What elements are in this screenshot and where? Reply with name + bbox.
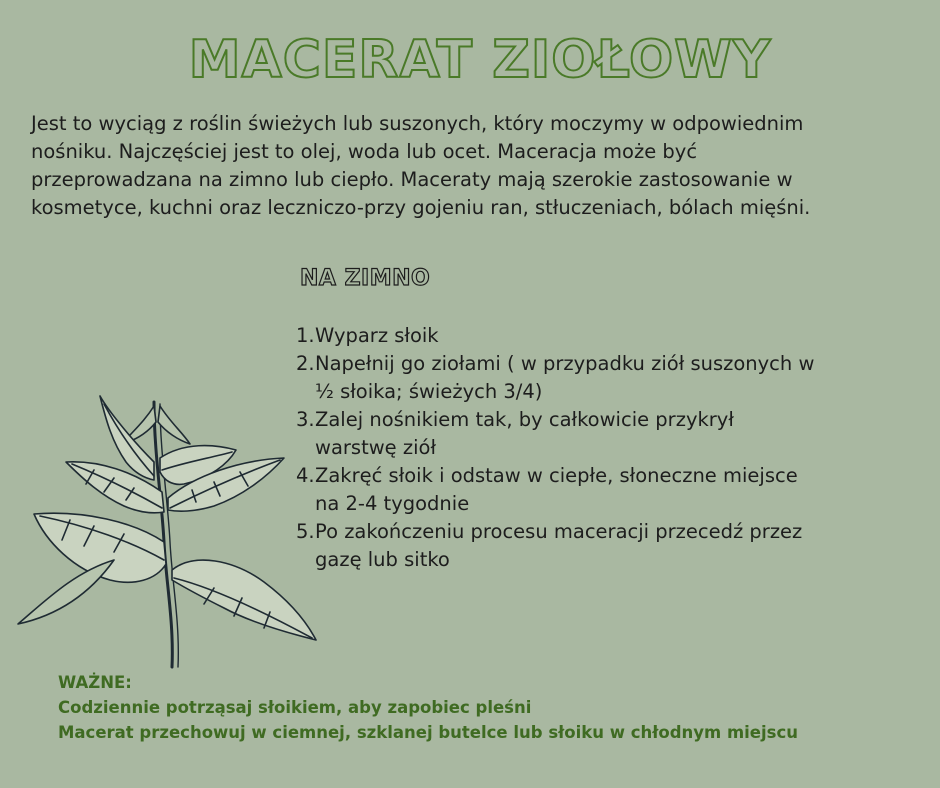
page-title: MACERAT ZIOŁOWY [188,30,772,90]
step-text: Zalej nośnikiem tak, by całkowicie przykrył warstwę ziół [315,408,734,459]
steps-list [296,322,816,574]
intro-paragraph: Jest to wyciąg z roślin świeżych lub suszonych, który moczymy w odpowiednim nośniku. Najczęściej jest to olej, woda lub ocet. Maceracja może być przeprowadzana na zimno lub ciepło. Maceraty mają szerokie zastosowanie w kosmetyce, kuchni oraz leczniczo-przy gojeniu ran, stłuczeniach, bólach mięśni. [31,112,811,219]
section-title: NA ZIMNO [300,266,431,291]
step-text: Po zakończeniu procesu maceracji przecedź przez gazę lub sitko [315,520,803,571]
list-item [296,462,816,518]
note-heading: WAŻNE: [58,673,132,692]
step-number: 1. [296,324,315,347]
step-number: 5. [296,520,315,543]
important-note [58,670,918,745]
note-line: Macerat przechowuj w ciemnej, szklanej butelce lub słoiku w chłodnym miejscu [58,723,798,742]
list-item [296,350,816,406]
step-number: 3. [296,408,315,431]
step-text: Zakręć słoik i odstaw w ciepłe, słoneczne miejsce na 2-4 tygodnie [315,464,798,515]
step-number: 2. [296,352,315,375]
list-item [296,322,816,350]
nettle-plant-icon [14,392,324,672]
note-line: Codziennie potrząsaj słoikiem, aby zapobiec pleśni [58,698,532,717]
list-item [296,518,816,574]
step-text: Napełnij go ziołami ( w przypadku ziół suszonych w ½ słoika; świeżych 3/4) [315,352,815,403]
step-text: Wyparz słoik [315,324,439,347]
step-number: 4. [296,464,315,487]
list-item [296,406,816,462]
